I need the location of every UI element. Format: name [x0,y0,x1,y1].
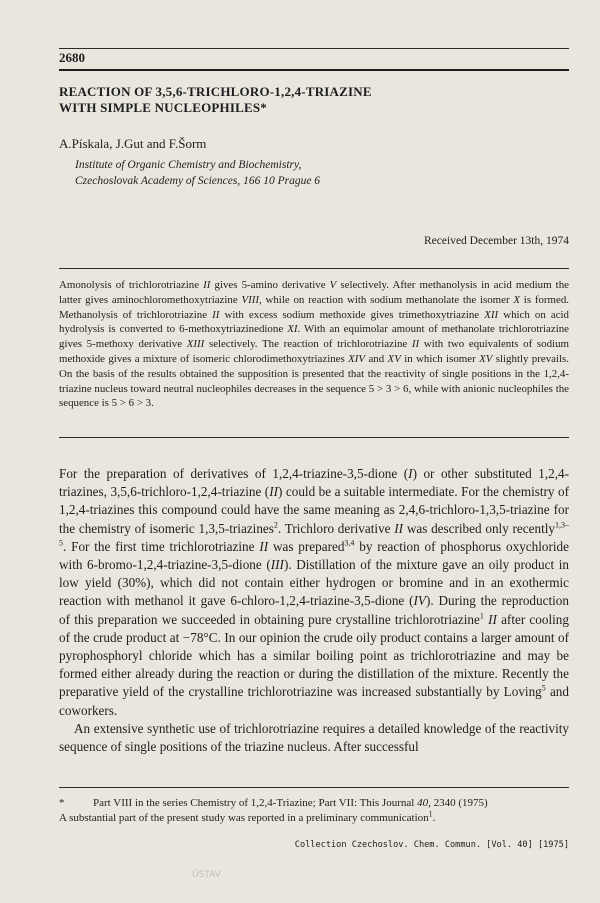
footnote-line-1: * Part VIII in the series Chemistry of 1,2,4-Triazine; Part VII: This Journal 40, 2340 (1975) [59,797,488,809]
body-paragraph-2: An extensive synthetic use of trichlorotriazine requires a detailed knowledge of the reactivity sequence of single positions of the triazine nucleus. After successful [59,720,569,755]
affiliation [75,157,320,189]
top-rule-thin [59,48,569,49]
abstract-rule-top [59,268,569,269]
affiliation-line-1: Institute of Organic Chemistry and Biochemistry, [75,159,302,171]
abstract-rule-bottom [59,437,569,438]
page-number: 2680 [59,50,85,65]
abstract: Amonolysis of trichlorotriazine II gives 5-amino derivative V selectively. After methanolysis in acid medium the latter gives aminochloromethoxytriazine VIII, while on reaction with sodium methanolate the isomer X is formed. Methanolysis of trichlorotriazine II with excess sodium methoxide gives trimethoxytriazine XII which on acid hydrolysis is converted to 6-methoxytriazinedione XI. With an equimolar amount of methanolate trichlorotriazine gives 5-methoxy derivative XIII selectively. The reaction of trichlorotriazine II with two equivalents of sodium methoxide gives a mixture of isomeric chlorodimethoxytriazines XIV and XV in which isomer XV slightly prevails. On the basis of the results obtained the supposition is presented that the reactivity of single positions in the 1,2,4-triazine nucleus toward neutral nucleophiles decreases in the sequence 5 > 3 > 6, while with anionic nucleophiles the sequence is 5 > 6 > 3. [59,279,570,410]
body-paragraph-1: For the preparation of derivatives of 1,2,4-triazine-3,5-dione (I) or other substituted 1,2,4-triazines, 3,5,6-trichloro-1,2,4-triazine (II) could be a suitable intermediate. For the chemistry of 1,2,4-triazines this compound could have the same meaning as 2,4,6-trichloro-1,3,5-triazine for the chemistry of isomeric 1,3,5-triazines$^2$. Trichloro derivative II was described only recently$^{1,3-5}$. For the first time trichlorotriazine II was prepared$^{3,4}$ by reaction of phosphorus oxychloride with 6-bromo-1,2,4-triazine-3,5-dione (III). Distillation of the mixture gave an oily product in low yield (30%), which did not contain either hydrogen or bromine and in an exothermic reaction with methanol it gave 6-chloro-1,2,4-triazine-3,5-dione (IV). During the reproduction of this preparation we succeeded in obtaining pure crystalline trichlorotriazine$^1$ II after cooling of the crude product at −78°C. In our opinion the crude oily product contains a larger amount of pyrophosphoryl chloride which has a similar boiling point as trichlorotriazine and may be formed either already during the reaction or during the distillation of the mixture. Recently the preparative yield of the crystalline trichlorotriazine was increased substantially by Loving$^5$ and coworkers. [59,466,570,718]
footnote-rule [59,787,569,788]
title-line-2: WITH SIMPLE NUCLEOPHILES* [59,100,267,115]
article-title [59,84,372,116]
body-text [59,465,569,756]
author-list: A.Pískala, J.Gut and F.Šorm [59,136,207,151]
received-date: Received December 13th, 1974 [424,235,569,247]
footnote [59,796,569,826]
top-rule-thick [59,69,569,71]
stamp-residue: ÜSTAV [192,870,221,880]
affiliation-line-2: Czechoslovak Academy of Sciences, 166 10 Prague 6 [75,175,321,187]
journal-footer: Collection Czechoslov. Chem. Commun. [Vol. 40] [1975] [294,840,569,850]
title-line-1: REACTION OF 3,5,6-TRICHLORO-1,2,4-TRIAZINE [59,84,372,99]
footnote-line-2: A substantial part of the present study was reported in a preliminary communication$^1$. [59,809,436,824]
